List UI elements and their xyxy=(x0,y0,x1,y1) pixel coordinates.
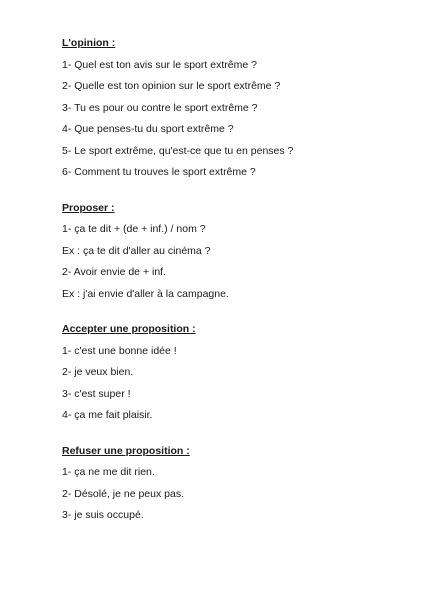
section-refuser xyxy=(62,444,422,524)
section-spacer xyxy=(62,187,422,201)
list-item: Ex : j'ai envie d'aller à la campagne. xyxy=(62,287,229,300)
list-item: 2- Quelle est ton opinion sur le sport extrême ? xyxy=(62,80,281,92)
list-item: 3- je suis occupé. xyxy=(62,509,144,521)
list-item: 1- c'est une bonne idée ! xyxy=(62,344,177,357)
section-heading: Proposer : xyxy=(62,201,115,214)
list-item: 1- ça ne me dit rien. xyxy=(62,466,155,478)
list-item: 1- Quel est ton avis sur le sport extrême ? xyxy=(62,58,257,71)
section-heading: Refuser une proposition : xyxy=(62,444,190,457)
list-item: 5- Le sport extrême, qu'est-ce que tu en penses ? xyxy=(62,144,294,157)
list-item: 2- je veux bien. xyxy=(62,366,134,378)
list-item: 4- Que penses-tu du sport extrême ? xyxy=(62,123,234,135)
section-proposer xyxy=(62,201,422,302)
list-item: 2- Désolé, je ne peux pas. xyxy=(62,487,184,500)
section-heading: Accepter une proposition : xyxy=(62,323,196,335)
list-item: 3- Tu es pour ou contre le sport extrême ? xyxy=(62,101,258,114)
list-item: 2- Avoir envie de + inf. xyxy=(62,266,166,278)
list-item: 4- ça me fait plaisir. xyxy=(62,409,153,421)
section-opinion xyxy=(62,36,422,180)
section-spacer xyxy=(62,308,422,322)
list-item: 3- c'est super ! xyxy=(62,387,131,400)
section-accepter xyxy=(62,322,422,423)
list-item: Ex : ça te dit d'aller au cinéma ? xyxy=(62,244,211,257)
list-item: 1- ça te dit + (de + inf.) / nom ? xyxy=(62,223,206,235)
section-heading: L'opinion : xyxy=(62,37,116,49)
document-page xyxy=(62,36,422,530)
section-spacer xyxy=(62,430,422,444)
list-item: 6- Comment tu trouves le sport extrême ? xyxy=(62,166,256,178)
